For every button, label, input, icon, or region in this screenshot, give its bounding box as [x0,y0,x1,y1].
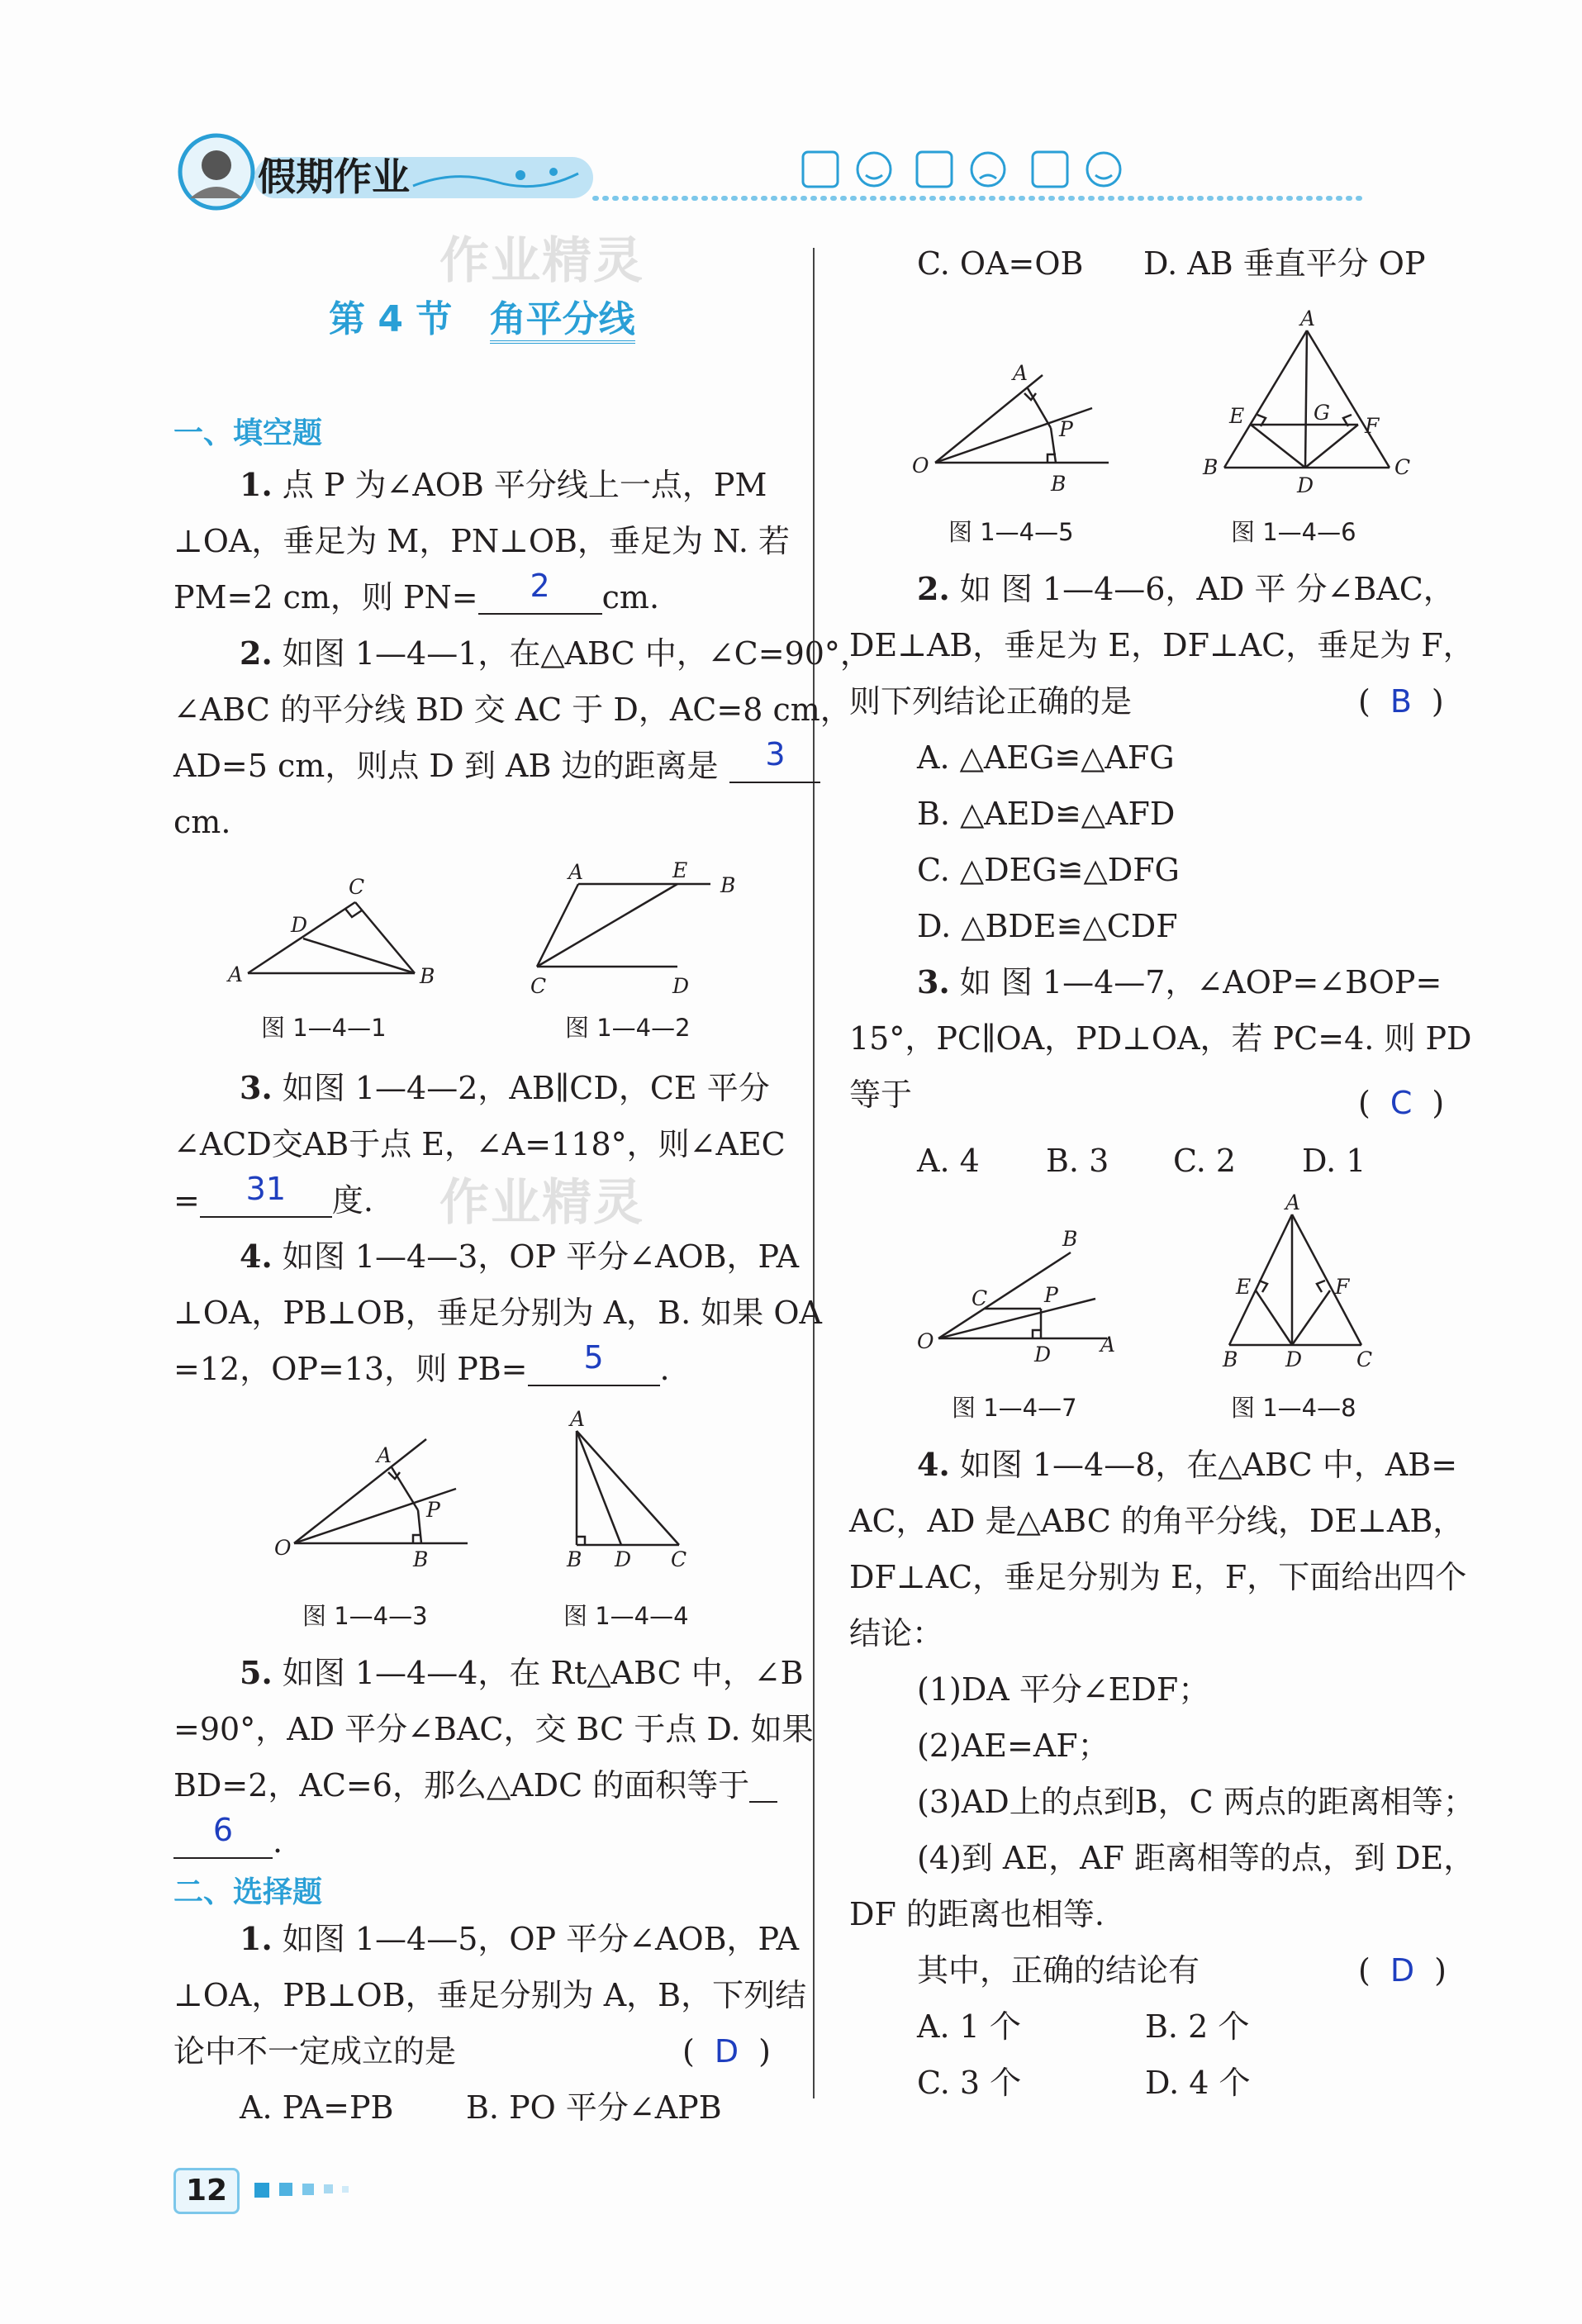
conclusion-2: (2)AE=AF； [917,1728,1109,1764]
p2-q2-line2: DE⊥AB，垂足为 E，DF⊥AC，垂足为 F， [849,627,1475,663]
figure-1-4-3 [264,1421,479,1570]
answer: 2 [530,568,550,604]
option-c: C. 2 [1173,1143,1237,1179]
label-A: A [1285,1191,1301,1214]
figure-1-4-7 [909,1214,1132,1363]
figure-1-4-2 [520,851,752,1000]
label-O: O [912,454,929,478]
figure-1-4-5 [905,355,1120,496]
label-D: D [672,974,690,998]
option-a: A. PA=PB [240,2089,394,2126]
label-D: D [291,913,308,937]
p2-q3-answer-slot: ( C ) [1358,1085,1445,1121]
label-O: O [917,1329,934,1353]
q4-line3: =12，OP=13，则 PB= 5 . [173,1339,670,1387]
label-D: D [1285,1347,1303,1371]
watermark: 作业精灵 [439,1174,644,1232]
p2-q1-line2: ⊥OA，PB⊥OB，垂足分别为 A，B，下列结 [173,1977,807,2013]
label-F: F [1335,1275,1350,1299]
smile-icon [858,153,891,186]
label-C: C [972,1286,988,1310]
figure-1-4-1 [223,867,454,1000]
option-c: C. △DEG≌△DFG [917,852,1180,888]
header-title: 假期作业 [258,154,410,199]
q5-line3: BD=2，AC=6，那么△ADC 的面积等于 [173,1765,777,1806]
label-E: E [1236,1275,1252,1299]
q4-line2: ⊥OA，PB⊥OB，垂足分别为 A，B. 如果 OA [173,1295,822,1331]
caption-1-4-4: 图 1—4—4 [563,1602,689,1630]
option-b: B. PO 平分∠APB [466,2089,722,2126]
q1-line2: ⊥OA，垂足为 M，PN⊥OB，垂足为 N. 若 [173,523,791,559]
option-d: D. 4 个 [1145,2065,1251,2101]
p2-q3-line2: 15°，PC∥OA，PD⊥OA，若 PC=4. 则 PD [849,1020,1472,1057]
option-a: A. △AEG≌△AFG [917,739,1175,776]
p2-q3-line3: 等于 [849,1076,913,1113]
label-C: C [1356,1347,1373,1371]
watermark: 作业精灵 [439,232,644,290]
answer: 5 [583,1339,604,1376]
label-P: P [1044,1283,1058,1307]
sad-icon [972,153,1005,186]
option-a: A. 1 个 [917,2008,1021,2045]
option-d: D. △BDE≌△CDF [917,908,1178,944]
caption-1-4-2: 图 1—4—2 [565,1014,691,1042]
q5-line2: =90°，AD 平分∠BAC，交 BC 于点 D. 如果 [173,1711,814,1747]
q3-line3: = 31 度. [173,1171,373,1219]
conclusion-1: (1)DA 平分∠EDF； [917,1671,1210,1708]
option-b: B. 3 [1046,1143,1109,1179]
label-D: D [1297,473,1314,497]
q4-line1: 4. 如图 1—4—3，OP 平分∠AOB，PA [240,1238,800,1275]
figure-1-4-4 [555,1404,704,1570]
conclusion-3: (3)AD上的点到B，C 两点的距离相等； [917,1784,1475,1820]
label-B: B [1062,1227,1078,1251]
answer: D [714,2033,739,2070]
label-A: A [1100,1333,1116,1357]
figure-1-4-8 [1204,1190,1403,1371]
caption-1-4-7: 图 1—4—7 [952,1394,1077,1422]
checkbox-sad [917,152,952,187]
smile-icon [1087,153,1120,186]
p2-q1-line1: 1. 如图 1—4—5，OP 平分∠AOB，PA [240,1920,800,1957]
conclusion-4: (4)到 AE，AF 距离相等的点，到 DE， [917,1840,1475,1876]
q2-line1: 2. 如图 1—4—1，在△ABC 中，∠C=90°， [240,634,872,672]
label-B: B [1203,455,1219,479]
section-name: 角平分线 [490,298,635,344]
label-G: G [1314,401,1330,425]
label-O: O [274,1536,292,1560]
q2-line4: cm. [173,804,231,840]
q1-line1: 1. 点 P 为∠AOB 平分线上一点，PM [240,466,767,503]
q5-line1: 5. 如图 1—4—4，在 Rt△ABC 中，∠B [240,1654,804,1691]
answer: 31 [245,1171,287,1207]
p2-q3-line1: 3. 如 图 1—4—7，∠AOP=∠BOP= [917,963,1442,1000]
label-C: C [530,974,547,998]
p2-q1-answer-slot: ( D ) [682,2033,771,2070]
label-A: A [228,962,244,986]
caption-1-4-1: 图 1—4—1 [261,1014,387,1042]
label-B: B [1223,1347,1238,1371]
label-A: A [570,1407,586,1431]
option-d: D. AB 垂直平分 OP [1143,245,1426,282]
section-number: 第 4 节 [329,298,453,340]
option-d: D. 1 [1302,1143,1366,1179]
answer-blank [729,736,820,783]
p2-q4-line2: AC，AD 是△ABC 的角平分线，DE⊥AB， [849,1503,1465,1539]
p2-q4-line3: DF⊥AC，垂足分别为 E，F，下面给出四个 [849,1559,1467,1595]
option-a: A. 4 [917,1143,980,1179]
q5-line4: 6 . [173,1821,283,1862]
option-c: C. 3 个 [917,2065,1022,2101]
p2-q2-answer-slot: ( B ) [1358,683,1444,720]
answer: C [1390,1085,1413,1121]
checkbox-smile [803,152,838,187]
checkbox-neutral [1033,152,1067,187]
label-B: B [420,964,435,988]
label-C: C [671,1547,687,1570]
page-number: 12 [173,2168,240,2214]
caption-1-4-5: 图 1—4—5 [948,518,1074,546]
label-B: B [1051,472,1067,496]
part1-title: 一、填空题 [173,416,323,450]
label-C: C [1394,455,1411,479]
section-title [329,289,635,342]
q1-line3: PM=2 cm，则 PN= 2 cm. [173,568,660,615]
part2-title: 二、选择题 [173,1875,323,1909]
p2-q1-line3: 论中不一定成立的是 [173,2033,457,2070]
label-P: P [1059,417,1073,441]
p2-q4-line5: 其中，正确的结论有 [917,1952,1200,1989]
answer-blank [478,568,602,615]
answer: 6 [212,1812,234,1848]
answer-blank [528,1339,660,1386]
p2-q4-line4: 结论： [849,1615,944,1652]
answer: D [1390,1952,1415,1989]
q2-line2: ∠ABC 的平分线 BD 交 AC 于 D，AC=8 cm， [173,691,852,728]
label-F: F [1365,414,1380,438]
figure-1-4-6 [1195,302,1418,501]
q3-line2: ∠ACD交AB于点 E，∠A=118°，则∠AEC [173,1126,786,1162]
caption-1-4-6: 图 1—4—6 [1231,518,1356,546]
answer: B [1390,683,1412,720]
label-D: D [1034,1343,1052,1363]
option-b: B. 2 个 [1145,2008,1250,2045]
label-A: A [568,860,584,884]
option-c: C. OA=OB [917,245,1084,282]
label-P: P [426,1498,440,1522]
column-divider [813,248,815,2098]
q3-line1: 3. 如图 1—4—2，AB∥CD，CE 平分 [240,1069,770,1106]
answer-blank [173,1812,273,1859]
label-D: D [615,1547,632,1570]
answer-blank [200,1171,332,1218]
p2-q2-line1: 2. 如 图 1—4—6，AD 平 分∠BAC， [917,570,1455,607]
label-B: B [413,1547,429,1570]
label-E: E [1229,404,1245,428]
label-E: E [672,858,688,882]
answer: 3 [765,736,786,772]
p2-q2-line3: 则下列结论正确的是 [849,683,1133,720]
label-B: B [567,1547,582,1570]
label-B: B [720,873,736,897]
option-b: B. △AED≌△AFD [917,796,1176,832]
caption-1-4-8: 图 1—4—8 [1231,1394,1356,1422]
progress-dots [248,2178,388,2203]
label-A: A [1013,361,1029,385]
p2-q4-line1: 4. 如图 1—4—8，在△ABC 中，AB= [917,1446,1458,1483]
conclusion-4-cont: DF 的距离也相等. [849,1896,1105,1932]
label-C: C [349,875,365,899]
caption-1-4-3: 图 1—4—3 [302,1602,428,1630]
label-A: A [1300,307,1316,330]
label-A: A [377,1443,392,1467]
q2-line3: AD=5 cm，则点 D 到 AB 边的距离是 3 [173,745,820,787]
p2-q4-answer-slot: ( D ) [1358,1952,1447,1989]
